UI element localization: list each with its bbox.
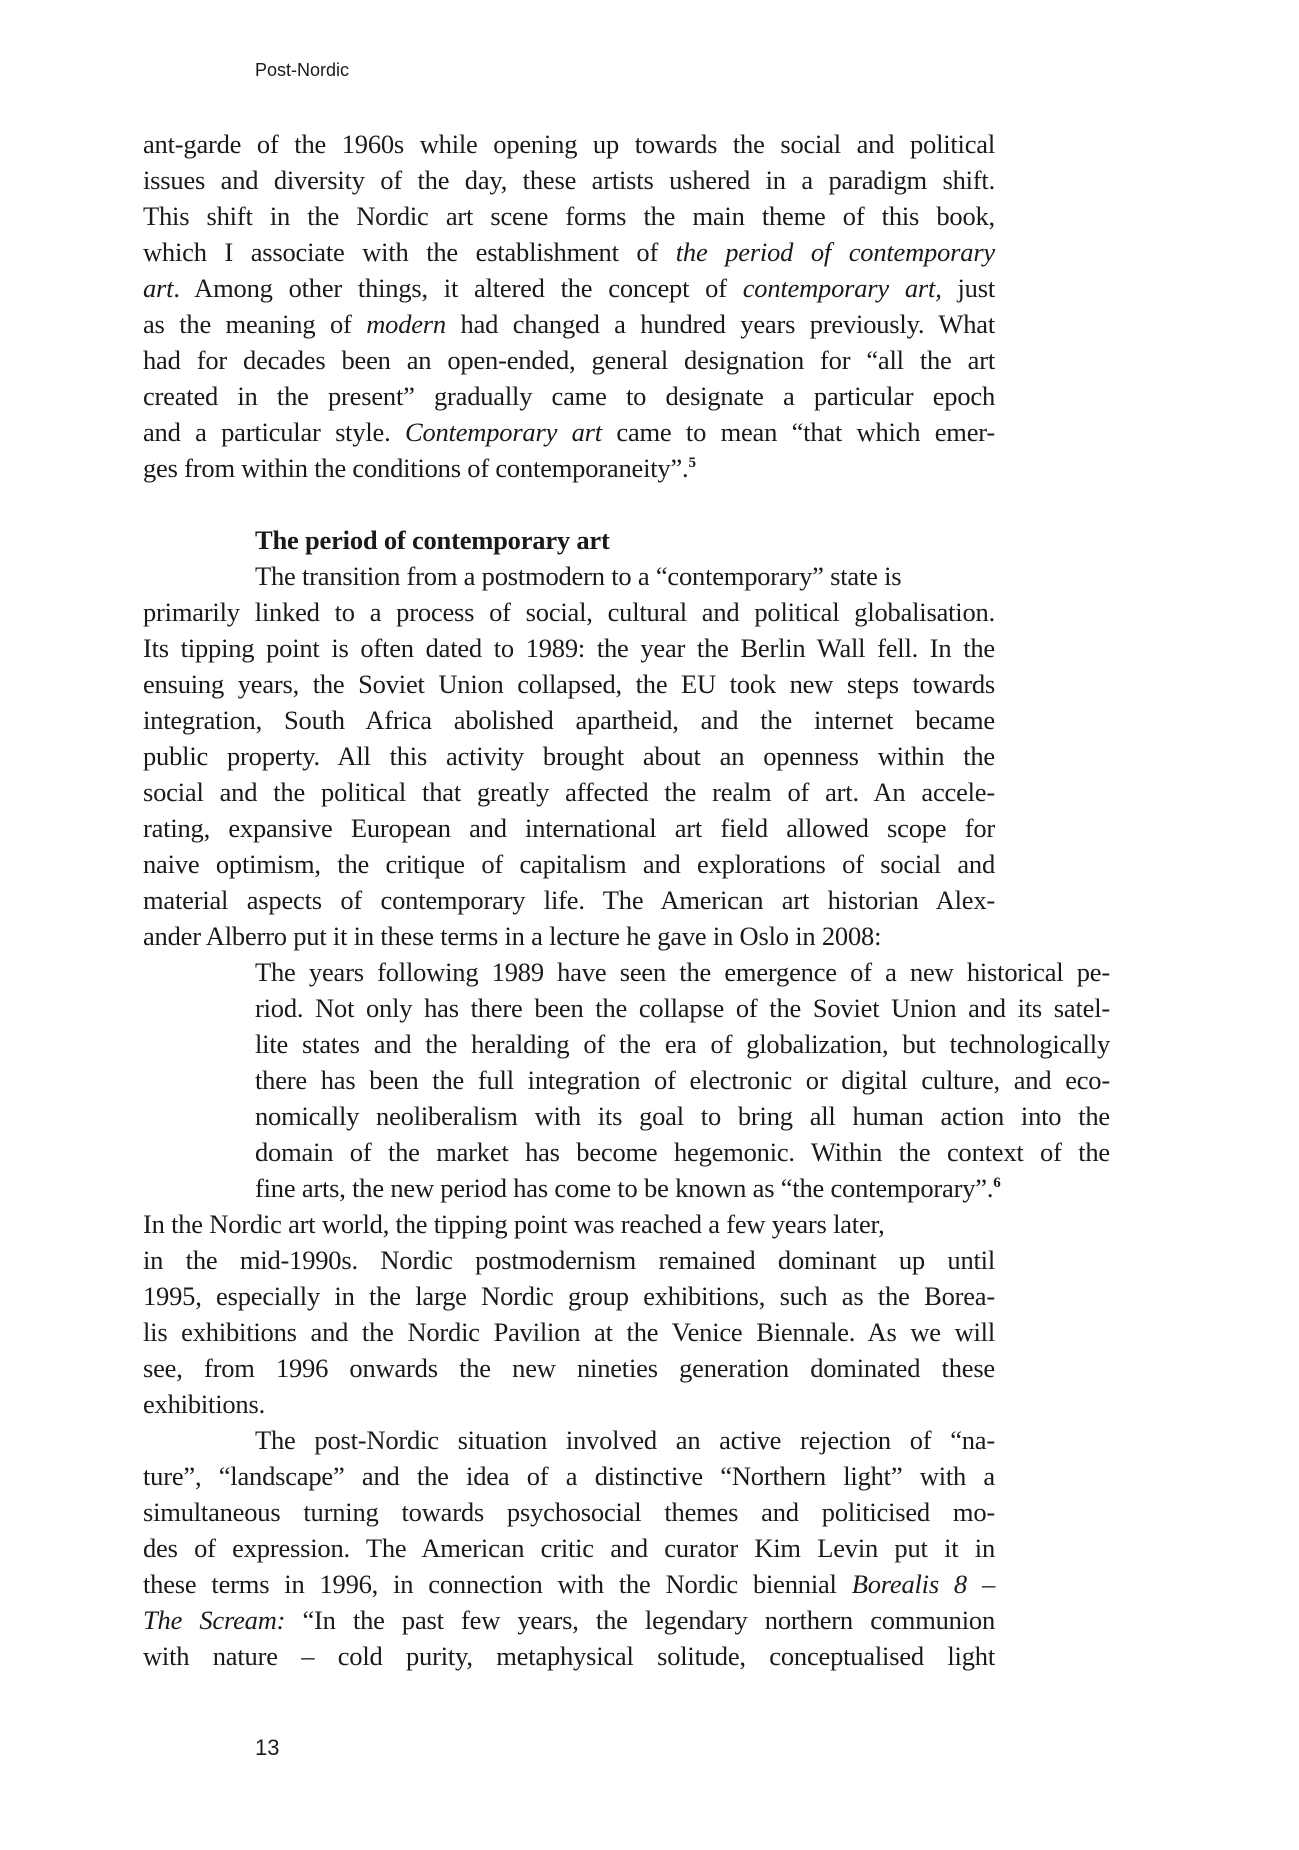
quote-line: riod. Not only has there been the collapse of the Soviet Union and its satel- xyxy=(255,993,1110,1023)
footnote-marker[interactable]: 5 xyxy=(688,455,696,471)
text-line: had for decades been an open-ended, general designation for “all the art xyxy=(143,345,995,375)
text-line: Its tipping point is often dated to 1989: the year the Berlin Wall fell. In the xyxy=(143,633,995,663)
text-line: integration, South Africa abolished apartheid, and the internet became xyxy=(143,705,995,735)
text-line: which I associate with the establishment of the period of contemporary xyxy=(143,237,995,267)
section-gap xyxy=(143,486,995,522)
quote-line: domain of the market has become hegemonic. Within the context of the xyxy=(255,1137,1110,1167)
text-line: The Scream: “In the past few years, the legendary northern communion xyxy=(143,1605,995,1635)
text-line: The transition from a postmodern to a “contemporary” state is xyxy=(255,561,902,591)
text-line: rating, expansive European and international art field allowed scope for xyxy=(143,813,995,843)
text-line: with nature – cold purity, metaphysical solitude, conceptualised light xyxy=(143,1641,995,1671)
text-line: des of expression. The American critic and curator Kim Levin put it in xyxy=(143,1533,995,1563)
footnote-marker[interactable]: 6 xyxy=(993,1175,1001,1191)
section-heading: The period of contemporary art xyxy=(255,525,610,555)
italic-title: The Scream: xyxy=(143,1605,286,1635)
text-line: see, from 1996 onwards the new nineties generation dominated these xyxy=(143,1353,995,1383)
block-quote xyxy=(255,954,1110,1206)
quote-line: nomically neoliberalism with its goal to bring all human action into the xyxy=(255,1101,1110,1131)
italic-term: Contemporary art xyxy=(404,417,602,447)
text-line: In the Nordic art world, the tipping point was reached a few years later, xyxy=(143,1209,885,1239)
quote-line: The years following 1989 have seen the emergence of a new historical pe- xyxy=(255,957,1110,987)
text-line: exhibitions. xyxy=(143,1389,265,1419)
text-line: and a particular style. Contemporary art came to mean “that which emer- xyxy=(143,417,995,447)
text-line: issues and diversity of the day, these artists ushered in a paradigm shift. xyxy=(143,165,995,195)
text-line: as the meaning of modern had changed a hundred years previously. What xyxy=(143,309,995,339)
italic-term: art xyxy=(143,273,174,303)
text-line: lis exhibitions and the Nordic Pavilion at the Venice Biennale. As we will xyxy=(143,1317,995,1347)
text-line: The post-Nordic situation involved an active rejection of “na- xyxy=(255,1425,995,1455)
paragraph-1 xyxy=(143,126,995,486)
text-line: 1995, especially in the large Nordic group exhibitions, such as the Borea- xyxy=(143,1281,995,1311)
text-line: ges from within the conditions of contemporaneity”.$^5$ xyxy=(143,453,696,483)
italic-term: contemporary art, xyxy=(742,273,942,303)
italic-term: modern xyxy=(366,309,446,339)
text-line: art. Among other things, it altered the concept of contemporary art, just xyxy=(143,273,996,303)
italic-title: Borealis 8 – xyxy=(851,1569,996,1599)
paragraph-2 xyxy=(143,558,995,954)
page-number: 13 xyxy=(255,1735,280,1760)
text-line: ensuing years, the Soviet Union collapsed, the EU took new steps towards xyxy=(143,669,995,699)
text-line: primarily linked to a process of social, cultural and political globalisation. xyxy=(143,597,995,627)
text-line: ture”, “landscape” and the idea of a distinctive “Northern light” with a xyxy=(143,1461,995,1491)
quote-line: lite states and the heralding of the era of globalization, but technologically xyxy=(255,1029,1110,1059)
text-line: public property. All this activity brought about an openness within the xyxy=(143,741,995,771)
text-line: naive optimism, the critique of capitalism and explorations of social and xyxy=(143,849,995,879)
text-line: This shift in the Nordic art scene forms the main theme of this book, xyxy=(143,201,995,231)
body-text xyxy=(143,126,1110,1674)
text-line: social and the political that greatly affected the realm of art. An accele- xyxy=(143,777,995,807)
text-line: simultaneous turning towards psychosocial themes and politicised mo- xyxy=(143,1497,995,1527)
quote-line: fine arts, the new period has come to be known as “the contemporary”.$^6$ xyxy=(255,1173,1001,1203)
paragraph-4 xyxy=(143,1422,995,1674)
text-line: these terms in 1996, in connection with the Nordic biennial Borealis 8 – xyxy=(143,1569,996,1599)
paragraph-3 xyxy=(143,1206,995,1422)
running-head: Post-Nordic xyxy=(255,60,350,80)
text-line: created in the present” gradually came to designate a particular epoch xyxy=(143,381,995,411)
text-line: in the mid-1990s. Nordic postmodernism remained dominant up until xyxy=(143,1245,995,1275)
text-line: ander Alberro put it in these terms in a lecture he gave in Oslo in 2008: xyxy=(143,921,882,951)
italic-term: the period of contemporary xyxy=(675,237,995,267)
text-line: ant-garde of the 1960s while opening up towards the social and political xyxy=(143,129,995,159)
text-line: material aspects of contemporary life. The American art historian Alex- xyxy=(143,885,995,915)
quote-line: there has been the full integration of electronic or digital culture, and eco- xyxy=(255,1065,1110,1095)
